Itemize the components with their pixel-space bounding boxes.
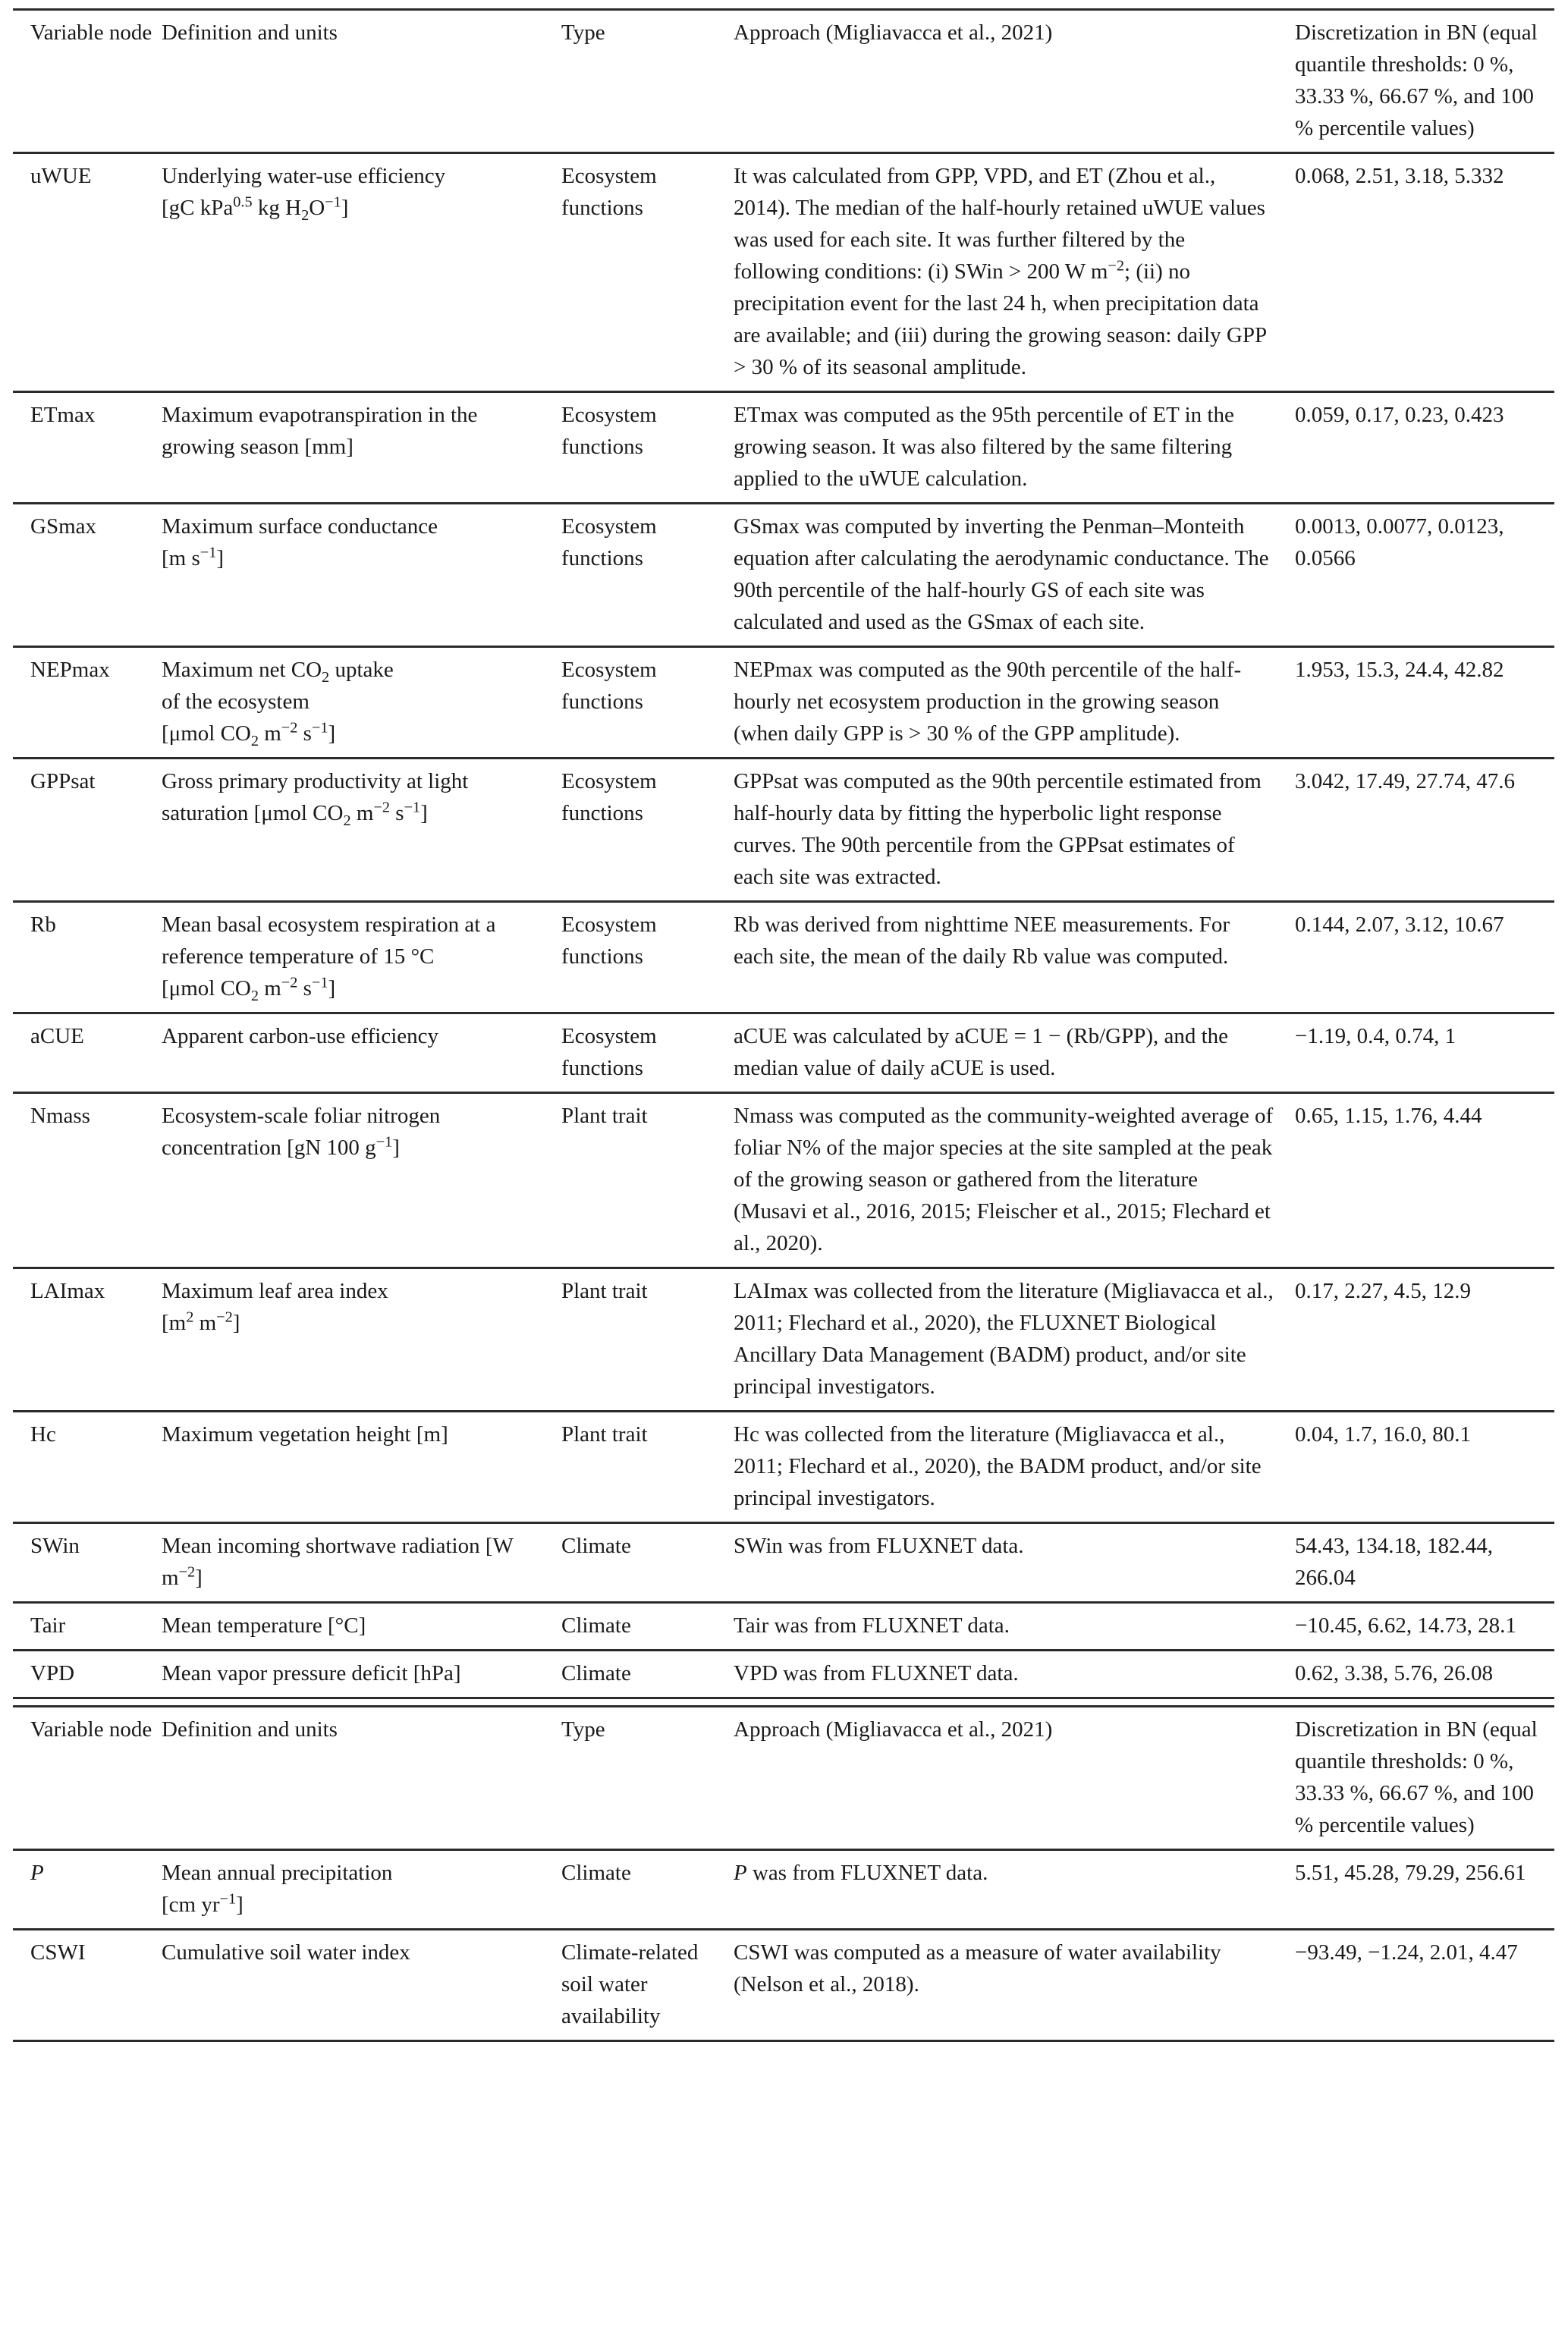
units-sup: −1 bbox=[311, 719, 328, 737]
units-sup: −2 bbox=[281, 974, 298, 991]
units-part: ] bbox=[232, 1311, 240, 1335]
header-variable-node: Variable node bbox=[13, 1707, 162, 1850]
units-sup: −2 bbox=[178, 1563, 196, 1581]
discretization-cell: −10.45, 6.62, 14.73, 28.1 bbox=[1295, 1603, 1554, 1651]
units-part: [μmol CO bbox=[253, 801, 344, 825]
definition-sub: 2 bbox=[322, 668, 330, 686]
discretization-cell: −93.49, −1.24, 2.01, 4.47 bbox=[1295, 1930, 1554, 2041]
definition-text: Maximum leaf area index bbox=[162, 1279, 388, 1303]
header-approach: Approach (Migliavacca et al., 2021) bbox=[734, 1707, 1295, 1850]
approach-cell: Rb was derived from nighttime NEE measurements. For each site, the mean of the daily Rb value was computed. bbox=[734, 902, 1295, 1013]
definition-text: Mean basal ecosystem respiration at a reference temperature of 15 °C bbox=[162, 913, 496, 969]
units-sup: 0.5 bbox=[233, 193, 253, 211]
definition-text: Mean annual precipitation bbox=[162, 1861, 393, 1885]
table-row bbox=[13, 1412, 1554, 1523]
discretization-cell: 0.04, 1.7, 16.0, 80.1 bbox=[1295, 1412, 1554, 1523]
header-variable-node: Variable node bbox=[13, 10, 162, 153]
units-part: [cm yr bbox=[162, 1893, 220, 1917]
units-part: ] bbox=[216, 546, 225, 570]
definition-cell bbox=[162, 1268, 561, 1412]
table-row bbox=[13, 1268, 1554, 1412]
type-cell: Climate bbox=[561, 1850, 734, 1930]
approach-cell: CSWI was computed as a measure of water availability (Nelson et al., 2018). bbox=[734, 1930, 1295, 2041]
header-type: Type bbox=[561, 10, 734, 153]
variable-cell: NEPmax bbox=[13, 647, 162, 759]
table-row bbox=[13, 1651, 1554, 1698]
table-row bbox=[13, 1603, 1554, 1651]
units-sub: 2 bbox=[250, 987, 259, 1004]
variable-node-table bbox=[13, 8, 1554, 2042]
type-cell: Ecosystem functions bbox=[561, 153, 734, 392]
approach-cell bbox=[734, 153, 1295, 392]
approach-sup: −2 bbox=[1108, 257, 1125, 275]
variable-cell: GPPsat bbox=[13, 759, 162, 902]
approach-cell: NEPmax was computed as the 90th percentile of the half-hourly net ecosystem production in the growing season (when daily GPP is > 30 % of the GPP amplitude). bbox=[734, 647, 1295, 759]
definition-text: Mean incoming shortwave radiation bbox=[162, 1534, 485, 1558]
units-sup: −1 bbox=[219, 1890, 237, 1908]
header-definition: Definition and units bbox=[162, 10, 561, 153]
definition-cell bbox=[162, 1093, 561, 1268]
variable-cell: LAImax bbox=[13, 1268, 162, 1412]
discretization-cell: 0.059, 0.17, 0.23, 0.423 bbox=[1295, 392, 1554, 504]
units-part: kg H bbox=[252, 196, 302, 220]
units-part: ] bbox=[341, 196, 349, 220]
discretization-cell: 0.0013, 0.0077, 0.0123, 0.0566 bbox=[1295, 504, 1554, 647]
type-cell: Ecosystem functions bbox=[561, 902, 734, 1013]
discretization-cell: 5.51, 45.28, 79.29, 256.61 bbox=[1295, 1850, 1554, 1930]
definition-text: Gross primary productivity at light saturation bbox=[162, 769, 469, 825]
table-row bbox=[13, 1013, 1554, 1093]
definition-cell: Cumulative soil water index bbox=[162, 1930, 561, 2041]
table-row bbox=[13, 647, 1554, 759]
units-part: [μmol CO bbox=[162, 721, 251, 746]
type-cell: Climate bbox=[561, 1651, 734, 1698]
definition-cell bbox=[162, 1523, 561, 1603]
units-part: O bbox=[309, 196, 325, 220]
definition-cell bbox=[162, 153, 561, 392]
header-type: Type bbox=[561, 1707, 734, 1850]
table-row bbox=[13, 392, 1554, 504]
approach-cell bbox=[734, 1850, 1295, 1930]
table-row bbox=[13, 1093, 1554, 1268]
header-discretization: Discretization in BN (equal quantile thresholds: 0 %, 33.33 %, 66.67 %, and 100 % percentile values) bbox=[1295, 10, 1554, 153]
definition-cell: Mean vapor pressure deficit [hPa] bbox=[162, 1651, 561, 1698]
units-sup: −2 bbox=[373, 799, 391, 816]
approach-cell: LAImax was collected from the literature (Migliavacca et al., 2011; Flechard et al., 2020), the FLUXNET Biological Ancillary Data Management (BADM) product, and/or site principal investigators. bbox=[734, 1268, 1295, 1412]
variable-cell: uWUE bbox=[13, 153, 162, 392]
units-part: m bbox=[193, 1311, 217, 1335]
type-cell: Ecosystem functions bbox=[561, 1013, 734, 1093]
table-row bbox=[13, 1930, 1554, 2041]
approach-variable: P bbox=[734, 1861, 747, 1885]
variable-cell: aCUE bbox=[13, 1013, 162, 1093]
definition-text: Maximum net CO bbox=[162, 658, 322, 682]
table-row bbox=[13, 153, 1554, 392]
type-cell: Ecosystem functions bbox=[561, 504, 734, 647]
definition-cell bbox=[162, 504, 561, 647]
definition-cell bbox=[162, 1850, 561, 1930]
approach-cell: aCUE was calculated by aCUE = 1 − (Rb/GPP), and the median value of daily aCUE is used. bbox=[734, 1013, 1295, 1093]
approach-cell: Nmass was computed as the community-weighted average of foliar N% of the major species at the site sampled at the peak of the growing season or gathered from the literature (Musavi et al., 2016, 2015; Fleischer et al., 2015; Flechard et al., 2020). bbox=[734, 1093, 1295, 1268]
header-discretization: Discretization in BN (equal quantile thresholds: 0 %, 33.33 %, 66.67 %, and 100 % percentile values) bbox=[1295, 1707, 1554, 1850]
discretization-cell: 1.953, 15.3, 24.4, 42.82 bbox=[1295, 647, 1554, 759]
units-part: ] bbox=[392, 1136, 400, 1160]
definition-cell: Maximum vegetation height [m] bbox=[162, 1412, 561, 1523]
units-part: [m bbox=[162, 1311, 187, 1335]
definition-cell bbox=[162, 759, 561, 902]
header-definition: Definition and units bbox=[162, 1707, 561, 1850]
definition-text: Ecosystem-scale foliar nitrogen concentration bbox=[162, 1104, 441, 1160]
type-cell: Plant trait bbox=[561, 1412, 734, 1523]
variable-cell: P bbox=[13, 1850, 162, 1930]
definition-text: Maximum surface conductance bbox=[162, 514, 438, 539]
type-cell: Climate-related soil water availability bbox=[561, 1930, 734, 2041]
units-sub: 2 bbox=[250, 732, 259, 749]
units-part: [m s bbox=[162, 546, 200, 570]
table-header-row bbox=[13, 10, 1554, 153]
discretization-cell: 0.144, 2.07, 3.12, 10.67 bbox=[1295, 902, 1554, 1013]
units-part: ] bbox=[328, 721, 336, 746]
units-part: [μmol CO bbox=[162, 976, 251, 1001]
units-part: s bbox=[297, 721, 312, 746]
approach-cell: GSmax was computed by inverting the Penman–Monteith equation after calculating the aerodynamic conductance. The 90th percentile of the half-hourly GS of each site was calculated and used as the GSmax of each site. bbox=[734, 504, 1295, 647]
type-cell: Plant trait bbox=[561, 1093, 734, 1268]
variable-cell: VPD bbox=[13, 1651, 162, 1698]
units-sup: −1 bbox=[325, 193, 341, 211]
units-sup: −1 bbox=[404, 799, 421, 816]
discretization-cell: 54.43, 134.18, 182.44, 266.04 bbox=[1295, 1523, 1554, 1603]
variable-cell: Hc bbox=[13, 1412, 162, 1523]
table-row bbox=[13, 504, 1554, 647]
definition-text: Underlying water-use efficiency bbox=[162, 164, 446, 188]
approach-cell: SWin was from FLUXNET data. bbox=[734, 1523, 1295, 1603]
approach-cell: Hc was collected from the literature (Migliavacca et al., 2011; Flechard et al., 2020), the BADM product, and/or site principal investigators. bbox=[734, 1412, 1295, 1523]
discretization-cell: −1.19, 0.4, 0.74, 1 bbox=[1295, 1013, 1554, 1093]
variable-cell: Rb bbox=[13, 902, 162, 1013]
discretization-cell: 3.042, 17.49, 27.74, 47.6 bbox=[1295, 759, 1554, 902]
units-sup: −1 bbox=[376, 1133, 393, 1151]
units-part: m bbox=[350, 801, 374, 825]
units-part: ] bbox=[195, 1566, 203, 1590]
table-row bbox=[13, 1850, 1554, 1930]
units-sub: 2 bbox=[343, 812, 351, 829]
units-part: m bbox=[259, 976, 281, 1001]
variable-cell: ETmax bbox=[13, 392, 162, 504]
approach-text: was from FLUXNET data. bbox=[746, 1861, 988, 1885]
units-sup: −2 bbox=[216, 1308, 233, 1326]
table-header-row-continued bbox=[13, 1707, 1554, 1850]
type-cell: Ecosystem functions bbox=[561, 647, 734, 759]
units-part: [gC kPa bbox=[162, 196, 234, 220]
type-cell: Plant trait bbox=[561, 1268, 734, 1412]
units-part: s bbox=[390, 801, 404, 825]
table-row bbox=[13, 902, 1554, 1013]
units-sub: 2 bbox=[301, 206, 310, 224]
approach-cell: GPPsat was computed as the 90th percentile estimated from half-hourly data by fitting the hyperbolic light response curves. The 90th percentile from the GPPsat estimates of each site was extracted. bbox=[734, 759, 1295, 902]
discretization-cell: 0.17, 2.27, 4.5, 12.9 bbox=[1295, 1268, 1554, 1412]
units-sup: 2 bbox=[186, 1308, 194, 1326]
units-part: m bbox=[259, 721, 281, 746]
discretization-cell: 0.65, 1.15, 1.76, 4.44 bbox=[1295, 1093, 1554, 1268]
units-part: ] bbox=[328, 976, 336, 1001]
units-sup: −1 bbox=[311, 974, 328, 991]
discretization-cell: 0.068, 2.51, 3.18, 5.332 bbox=[1295, 153, 1554, 392]
variable-cell: GSmax bbox=[13, 504, 162, 647]
table-row bbox=[13, 1523, 1554, 1603]
definition-cell: Apparent carbon-use efficiency bbox=[162, 1013, 561, 1093]
units-sup: −1 bbox=[200, 544, 217, 561]
definition-text: uptake bbox=[329, 658, 394, 682]
units-part: [W m bbox=[162, 1534, 514, 1590]
table-row bbox=[13, 759, 1554, 902]
units-part: s bbox=[297, 976, 312, 1001]
definition-cell: Maximum evapotranspiration in the growing season [mm] bbox=[162, 392, 561, 504]
definition-cell bbox=[162, 902, 561, 1013]
units-part: [gN 100 g bbox=[287, 1136, 376, 1160]
variable-table bbox=[13, 8, 1554, 2042]
variable-cell: Tair bbox=[13, 1603, 162, 1651]
definition-cell bbox=[162, 647, 561, 759]
approach-cell: Tair was from FLUXNET data. bbox=[734, 1603, 1295, 1651]
approach-text: ; (ii) no precipitation event for the last 24 h, when precipitation data are available; and (iii) during the growing season: daily GPP > 30 % of its seasonal amplitude. bbox=[734, 259, 1267, 379]
units-part: ] bbox=[236, 1893, 244, 1917]
header-approach: Approach (Migliavacca et al., 2021) bbox=[734, 10, 1295, 153]
variable-cell: CSWI bbox=[13, 1930, 162, 2041]
variable-cell: SWin bbox=[13, 1523, 162, 1603]
definition-cell: Mean temperature [°C] bbox=[162, 1603, 561, 1651]
discretization-cell: 0.62, 3.38, 5.76, 26.08 bbox=[1295, 1651, 1554, 1698]
approach-cell: ETmax was computed as the 95th percentile of ET in the growing season. It was also filtered by the same filtering applied to the uWUE calculation. bbox=[734, 392, 1295, 504]
units-part: ] bbox=[420, 801, 428, 825]
definition-text: of the ecosystem bbox=[162, 690, 310, 714]
approach-text: It was calculated from GPP, VPD, and ET (Zhou et al., 2014). The median of the half-hourly retained uWUE values was used for each site. It was further filtered by the following conditions: (i) SWin > 200 W m bbox=[734, 164, 1265, 284]
units-text bbox=[162, 193, 349, 224]
type-cell: Ecosystem functions bbox=[561, 759, 734, 902]
type-cell: Climate bbox=[561, 1523, 734, 1603]
approach-cell: VPD was from FLUXNET data. bbox=[734, 1651, 1295, 1698]
variable-cell: Nmass bbox=[13, 1093, 162, 1268]
units-sup: −2 bbox=[281, 719, 298, 737]
type-cell: Ecosystem functions bbox=[561, 392, 734, 504]
type-cell: Climate bbox=[561, 1603, 734, 1651]
table-continuation-gap bbox=[13, 1698, 1554, 1707]
